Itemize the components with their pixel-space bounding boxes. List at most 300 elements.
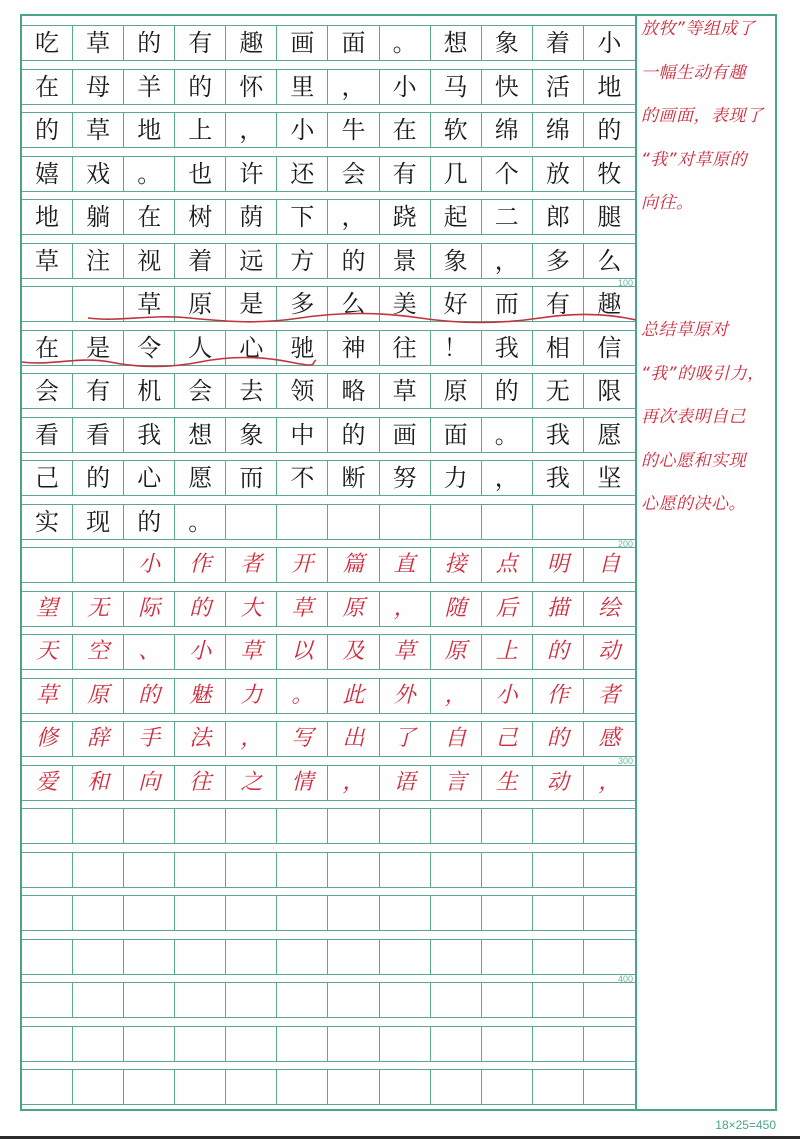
grid-cell: 出 <box>328 722 379 756</box>
grid-cell: 小 <box>482 679 533 713</box>
grid-cell: 有 <box>73 374 124 408</box>
grid-cell: 我 <box>124 418 175 452</box>
grid-cell: 趣 <box>226 26 277 60</box>
grid-cell: 二 <box>482 200 533 234</box>
grid-cell: 生 <box>482 766 533 800</box>
grid-cell <box>380 809 431 843</box>
grid-cell: 树 <box>175 200 226 234</box>
grid-cell: 往 <box>175 766 226 800</box>
grid-cell: 绵 <box>533 113 584 147</box>
word-count-mark: 300 <box>617 756 633 766</box>
grid-cell: 现 <box>73 505 124 539</box>
grid-cell: 趣 <box>597 290 622 318</box>
grid-cell: 好 <box>431 287 482 321</box>
grid-cell <box>431 1070 482 1104</box>
grid-cell <box>584 983 635 1017</box>
margin-note-line: “我”的吸引力， <box>641 363 765 384</box>
grid-cell <box>226 940 277 974</box>
grid-cell <box>73 853 124 887</box>
grid-cell: 许 <box>226 157 277 191</box>
grid-cell <box>380 1027 431 1061</box>
grid-cell: 心 <box>124 461 175 495</box>
grid-cell <box>124 983 175 1017</box>
grid-cell <box>431 809 482 843</box>
grid-cell: 郎 <box>533 200 584 234</box>
grid-cell: 多 <box>533 244 584 278</box>
grid-cell: 也 <box>175 157 226 191</box>
grid-row <box>22 373 635 409</box>
grid-cell: 了 <box>380 722 431 756</box>
grid-cell: 愿 <box>175 461 226 495</box>
grid-cell: 注 <box>73 244 124 278</box>
grid-cell: 躺 <box>73 200 124 234</box>
grid-size-label: 18×25=450 <box>715 1118 776 1132</box>
grid-cell: 戏 <box>73 157 124 191</box>
grid-row <box>22 765 635 801</box>
grid-cell: 牛 <box>328 113 379 147</box>
grid-cell: 接 <box>431 548 482 582</box>
grid-cell: 看 <box>22 418 73 452</box>
grid-cell: 的 <box>533 635 584 669</box>
grid-cell: 人 <box>175 331 226 365</box>
grid-cell <box>175 940 226 974</box>
grid-cell: 上 <box>175 113 226 147</box>
grid-cell <box>175 1070 226 1104</box>
grid-cell <box>124 1070 175 1104</box>
grid-cell: 会 <box>22 374 73 408</box>
grid-row <box>22 504 635 540</box>
grid-cell: ， <box>226 722 277 756</box>
grid-cell <box>277 809 328 843</box>
grid-cell: 作 <box>533 679 584 713</box>
grid-cell <box>380 505 431 539</box>
grid-row <box>22 25 635 61</box>
grid-cell <box>73 940 124 974</box>
grid-cell: 自 <box>431 722 482 756</box>
grid-cell <box>22 1027 73 1061</box>
grid-cell: 而 <box>226 461 277 495</box>
grid-cell <box>533 940 584 974</box>
grid-cell: 无 <box>533 374 584 408</box>
grid-cell <box>226 983 277 1017</box>
grid-cell: 是 <box>73 331 124 365</box>
grid-cell: 描 <box>533 592 584 626</box>
grid-cell: 原 <box>175 287 226 321</box>
grid-cell <box>226 1070 277 1104</box>
grid-cell: 愿 <box>597 420 622 449</box>
grid-cell: ， <box>598 769 621 795</box>
grid-cell <box>533 896 584 930</box>
grid-cell <box>431 896 482 930</box>
grid-cell: 马 <box>431 70 482 104</box>
grid-cell <box>175 809 226 843</box>
grid-cell: 大 <box>226 592 277 626</box>
grid-cell: 写 <box>277 722 328 756</box>
grid-row <box>22 895 635 931</box>
grid-cell: 的 <box>328 244 379 278</box>
grid-cell <box>533 1070 584 1104</box>
grid-cell: ， <box>328 70 379 104</box>
grid-cell <box>328 1027 379 1061</box>
grid-cell <box>277 853 328 887</box>
grid-cell: 小 <box>175 635 226 669</box>
grid-cell: 小 <box>124 548 175 582</box>
margin-note-2 <box>641 309 776 527</box>
grid-cell: 及 <box>328 635 379 669</box>
grid-cell: 草 <box>226 635 277 669</box>
grid-cell: 起 <box>431 200 482 234</box>
grid-cell: 的 <box>124 505 175 539</box>
grid-cell: 情 <box>277 766 328 800</box>
grid-cell <box>175 983 226 1017</box>
grid-cell: 方 <box>277 244 328 278</box>
grid-cell: 绘 <box>598 595 621 621</box>
grid-cell <box>533 505 584 539</box>
margin-note-line: 总结草原对 <box>641 320 729 340</box>
grid-row <box>22 1026 635 1062</box>
grid-row <box>22 591 635 627</box>
grid-cell: 母 <box>73 70 124 104</box>
grid-cell <box>22 548 73 582</box>
grid-cell: 么 <box>328 287 379 321</box>
grid-cell <box>482 896 533 930</box>
grid-cell: 动 <box>533 766 584 800</box>
grid-cell: 往 <box>380 331 431 365</box>
grid-cell: 去 <box>226 374 277 408</box>
grid-cell: 的 <box>124 26 175 60</box>
grid-cell: 以 <box>277 635 328 669</box>
word-count-mark: 100 <box>617 277 633 288</box>
grid-cell <box>584 1027 635 1061</box>
grid-cell <box>22 983 73 1017</box>
grid-cell: 在 <box>380 113 431 147</box>
grid-row <box>22 243 635 279</box>
grid-cell: 空 <box>73 635 124 669</box>
grid-cell <box>584 940 635 974</box>
grid-cell: 心 <box>226 331 277 365</box>
grid-cell: 想 <box>431 26 482 60</box>
grid-cell: 限 <box>597 377 622 405</box>
grid-cell: 象 <box>226 418 277 452</box>
grid-cell: 上 <box>482 635 533 669</box>
grid-cell: 。 <box>124 157 175 191</box>
grid-cell <box>328 896 379 930</box>
grid-cell: 在 <box>22 70 73 104</box>
grid-cell: 篇 <box>328 548 379 582</box>
grid-cell: 几 <box>431 157 482 191</box>
grid-cell: 驰 <box>277 331 328 365</box>
grid-cell: 令 <box>124 331 175 365</box>
grid-cell <box>533 1027 584 1061</box>
grid-cell: ！ <box>431 331 482 365</box>
grid-cell: ， <box>431 679 482 713</box>
grid-cell: 美 <box>380 287 431 321</box>
grid-cell: 的 <box>597 116 622 144</box>
margin-divider <box>635 14 637 1111</box>
grid-cell: 原 <box>328 592 379 626</box>
grid-cell: 在 <box>124 200 175 234</box>
grid-cell <box>277 1070 328 1104</box>
margin-note-line: 心愿的决心。 <box>641 494 746 514</box>
grid-cell: 不 <box>277 461 328 495</box>
grid-cell: 神 <box>328 331 379 365</box>
grid-cell: 的 <box>533 722 584 756</box>
grid-cell: 原 <box>73 679 124 713</box>
grid-cell: 么 <box>597 246 622 275</box>
grid-cell: 怀 <box>226 70 277 104</box>
grid-cell: ， <box>328 200 379 234</box>
grid-cell: 象 <box>482 26 533 60</box>
grid-cell: 断 <box>328 461 379 495</box>
grid-cell: 草 <box>22 244 73 278</box>
grid-cell <box>73 548 124 582</box>
grid-cell: 着 <box>175 244 226 278</box>
grid-row <box>22 330 635 366</box>
grid-cell: 和 <box>73 766 124 800</box>
grid-cell <box>22 896 73 930</box>
grid-cell <box>380 853 431 887</box>
grid-row <box>22 1069 635 1105</box>
grid-cell: 小 <box>380 70 431 104</box>
grid-cell <box>584 1070 635 1104</box>
grid-cell: 放 <box>533 157 584 191</box>
grid-cell <box>328 983 379 1017</box>
grid-cell: 无 <box>73 592 124 626</box>
grid-cell <box>328 809 379 843</box>
grid-row <box>22 547 635 583</box>
grid-cell: 力 <box>431 461 482 495</box>
grid-cell <box>175 853 226 887</box>
grid-cell: 坚 <box>597 464 622 492</box>
grid-cell: 向 <box>124 766 175 800</box>
grid-cell: 努 <box>380 461 431 495</box>
grid-row <box>22 634 635 670</box>
grid-cell: 外 <box>380 679 431 713</box>
grid-cell: 之 <box>226 766 277 800</box>
grid-cell: 。 <box>380 26 431 60</box>
grid-cell <box>482 1070 533 1104</box>
grid-cell: ， <box>482 244 533 278</box>
grid-cell <box>124 940 175 974</box>
grid-cell: 作 <box>175 548 226 582</box>
grid-cell: 看 <box>73 418 124 452</box>
grid-cell <box>380 983 431 1017</box>
grid-cell <box>124 809 175 843</box>
grid-cell <box>431 1027 482 1061</box>
grid-cell <box>482 1027 533 1061</box>
grid-cell: 略 <box>328 374 379 408</box>
grid-row <box>22 678 635 714</box>
grid-cell: 有 <box>533 287 584 321</box>
grid-cell <box>277 505 328 539</box>
grid-cell <box>584 505 635 539</box>
grid-cell: 还 <box>277 157 328 191</box>
grid-cell: 我 <box>482 331 533 365</box>
grid-cell: 点 <box>482 548 533 582</box>
grid-cell <box>328 940 379 974</box>
grid-cell: 面 <box>328 26 379 60</box>
grid-row <box>22 460 635 496</box>
grid-cell: 的 <box>124 679 175 713</box>
grid-cell: 。 <box>482 418 533 452</box>
grid-cell: 原 <box>431 374 482 408</box>
grid-cell: 草 <box>380 635 431 669</box>
grid-row <box>22 939 635 975</box>
grid-cell: 牧 <box>597 159 622 188</box>
grid-cell: 的 <box>482 374 533 408</box>
grid-cell <box>277 940 328 974</box>
grid-cell: 者 <box>226 548 277 582</box>
grid-cell <box>226 1027 277 1061</box>
grid-cell: 机 <box>124 374 175 408</box>
grid-row <box>22 286 635 322</box>
grid-cell <box>22 1070 73 1104</box>
grid-cell: 言 <box>431 766 482 800</box>
grid-cell <box>226 896 277 930</box>
grid-cell <box>73 983 124 1017</box>
grid-cell <box>482 940 533 974</box>
grid-row <box>22 69 635 105</box>
grid-cell: 象 <box>431 244 482 278</box>
grid-cell: 着 <box>533 26 584 60</box>
grid-cell: 语 <box>380 766 431 800</box>
grid-cell: 的 <box>175 70 226 104</box>
grid-cell <box>482 983 533 1017</box>
grid-row <box>22 417 635 453</box>
grid-cell <box>431 853 482 887</box>
grid-cell: 快 <box>482 70 533 104</box>
grid-cell <box>533 853 584 887</box>
grid-row <box>22 852 635 888</box>
grid-cell: 实 <box>22 505 73 539</box>
grid-cell <box>584 809 635 843</box>
grid-cell: 地 <box>597 72 622 101</box>
grid-cell <box>328 1070 379 1104</box>
grid-cell: 草 <box>22 679 73 713</box>
grid-cell <box>124 896 175 930</box>
grid-cell <box>22 940 73 974</box>
grid-cell: 羊 <box>124 70 175 104</box>
grid-cell: 软 <box>431 113 482 147</box>
grid-cell <box>22 287 73 321</box>
grid-cell: 有 <box>380 157 431 191</box>
grid-cell: 个 <box>482 157 533 191</box>
margin-note-line: “我”对草原的 <box>641 149 748 170</box>
margin-note-line: 的心愿和实现 <box>641 450 746 471</box>
grid-cell <box>533 983 584 1017</box>
grid-cell <box>73 1070 124 1104</box>
grid-cell: 领 <box>277 374 328 408</box>
grid-cell <box>328 505 379 539</box>
grid-cell <box>73 896 124 930</box>
grid-cell <box>124 1027 175 1061</box>
grid-cell: 地 <box>124 113 175 147</box>
grid-cell: 际 <box>124 592 175 626</box>
grid-cell: 己 <box>22 461 73 495</box>
grid-cell: 跷 <box>380 200 431 234</box>
grid-cell: 活 <box>533 70 584 104</box>
grid-cell: 修 <box>22 722 73 756</box>
grid-cell: 随 <box>431 592 482 626</box>
grid-cell: 多 <box>277 287 328 321</box>
grid-cell: 绵 <box>482 113 533 147</box>
grid-cell: 草 <box>73 26 124 60</box>
grid-cell: 明 <box>533 548 584 582</box>
grid-cell <box>226 505 277 539</box>
grid-cell <box>482 809 533 843</box>
margin-note-line: 放牧”等组成了 <box>641 19 756 39</box>
grid-cell: 我 <box>533 418 584 452</box>
grid-cell: 小 <box>277 113 328 147</box>
grid-cell <box>73 809 124 843</box>
grid-cell: 远 <box>226 244 277 278</box>
grid-cell: 小 <box>597 29 622 57</box>
grid-cell: 爱 <box>22 766 73 800</box>
grid-cell <box>328 853 379 887</box>
grid-cell: 的 <box>175 592 226 626</box>
grid-cell: 后 <box>482 592 533 626</box>
grid-cell: 草 <box>124 287 175 321</box>
grid-cell: 的 <box>73 461 124 495</box>
grid-cell: 想 <box>175 418 226 452</box>
grid-cell: 直 <box>380 548 431 582</box>
grid-cell: ， <box>380 592 431 626</box>
grid-cell <box>482 505 533 539</box>
grid-row <box>22 982 635 1018</box>
grid-cell <box>226 809 277 843</box>
grid-cell: 动 <box>598 639 621 664</box>
margin-note-line: 一幅生动有趣 <box>641 62 746 83</box>
grid-cell <box>380 1070 431 1104</box>
grid-cell: 相 <box>533 331 584 365</box>
grid-cell <box>175 896 226 930</box>
grid-cell: 画 <box>380 418 431 452</box>
grid-cell: 的 <box>328 418 379 452</box>
grid-cell <box>584 896 635 930</box>
margin-note-1 <box>641 8 776 226</box>
grid-cell: 是 <box>226 287 277 321</box>
grid-cell <box>431 983 482 1017</box>
grid-row <box>22 721 635 757</box>
word-count-mark: 200 <box>617 538 633 549</box>
grid-cell <box>22 809 73 843</box>
grid-cell: 里 <box>277 70 328 104</box>
grid-cell <box>533 809 584 843</box>
margin-note-line: 向往。 <box>641 193 694 213</box>
grid-cell: 感 <box>598 726 621 751</box>
grid-cell: 者 <box>598 682 621 708</box>
grid-cell: 力 <box>226 679 277 713</box>
grid-cell <box>73 287 124 321</box>
word-count-mark: 400 <box>617 973 633 984</box>
grid-cell <box>431 505 482 539</box>
grid-cell <box>380 896 431 930</box>
grid-cell: 魅 <box>175 679 226 713</box>
grid-cell: 自 <box>598 552 621 577</box>
grid-cell <box>175 1027 226 1061</box>
grid-cell: 天 <box>22 635 73 669</box>
grid-cell: 会 <box>328 157 379 191</box>
margin-note-line: 再次表明自己 <box>641 407 746 427</box>
margin-note-line: 的画面，表现了 <box>641 106 764 126</box>
grid-row <box>22 199 635 235</box>
grid-cell: 面 <box>431 418 482 452</box>
grid-cell: 有 <box>175 26 226 60</box>
grid-cell: 。 <box>175 505 226 539</box>
grid-cell: 吃 <box>22 26 73 60</box>
grid-cell: 会 <box>175 374 226 408</box>
grid-cell: 辞 <box>73 722 124 756</box>
